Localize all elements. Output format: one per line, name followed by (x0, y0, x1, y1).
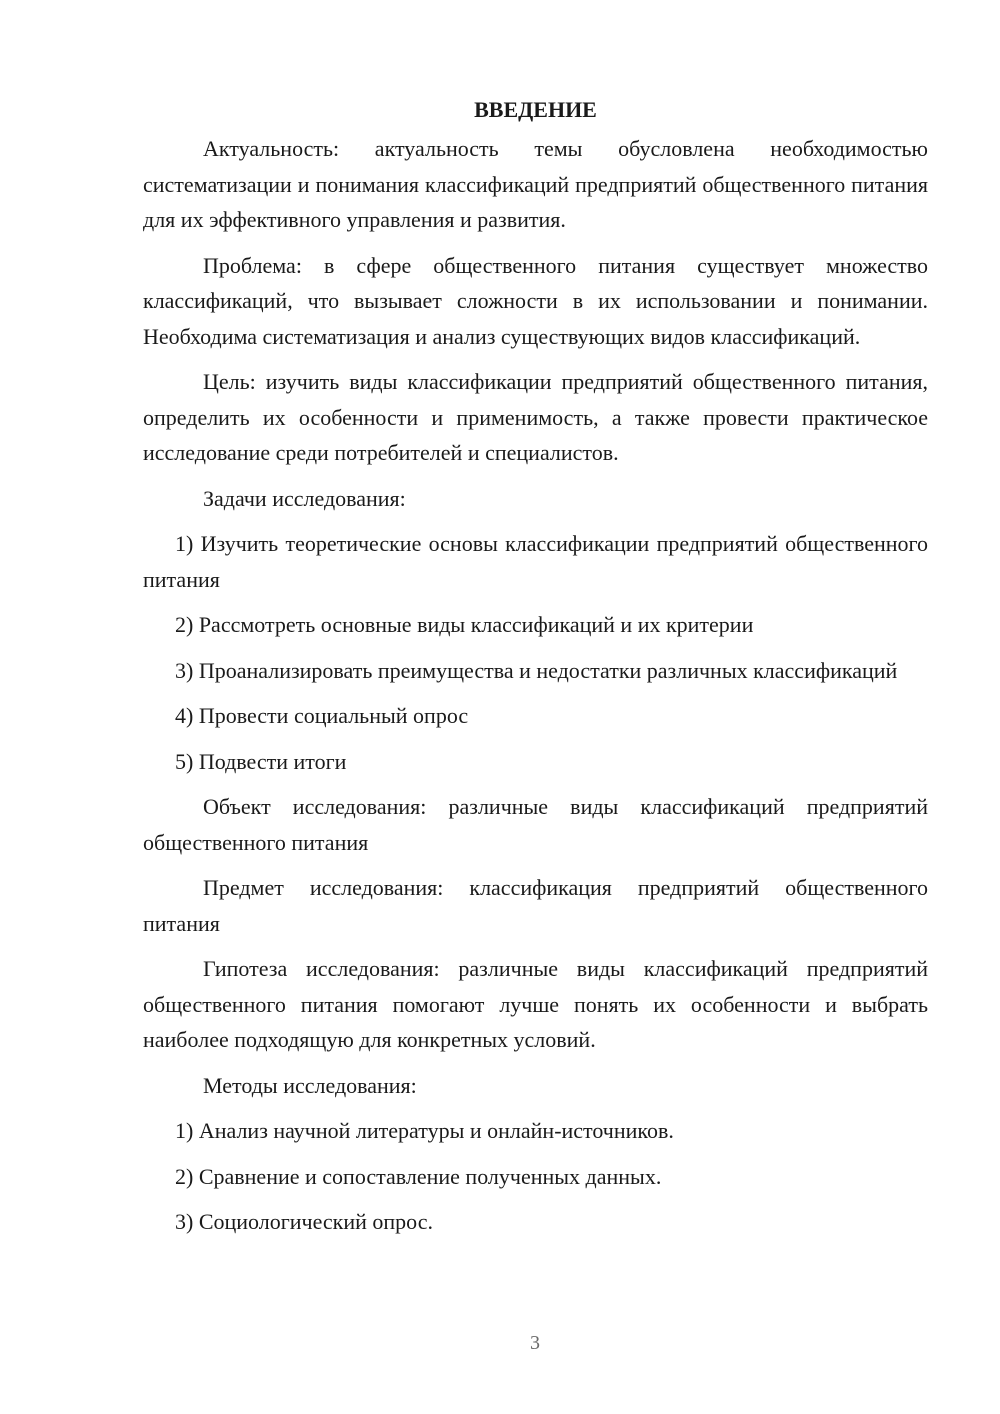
paragraph-goal: Цель: изучить виды классификации предприятий общественного питания, определить их особенности и применимость, а также провести практическое исследование среди потребителей и специалистов. (143, 369, 928, 465)
section-title: ВВЕДЕНИЕ (474, 97, 597, 122)
task-item-3: 3) Проанализировать преимущества и недостатки различных классификаций (175, 657, 898, 683)
method-item-3: 3) Социологический опрос. (175, 1209, 433, 1234)
method-item-2: 2) Сравнение и сопоставление полученных данных. (175, 1163, 662, 1189)
method-item-1: 1) Анализ научной литературы и онлайн-источников. (175, 1118, 674, 1143)
page-number: 3 (530, 1332, 540, 1354)
task-item-5: 5) Подвести итоги (175, 748, 347, 774)
paragraph-subject: Предмет исследования: классификация предприятий общественного питания (143, 875, 928, 936)
paragraph-hypothesis: Гипотеза исследования: различные виды классификаций предприятий общественного питания помогают лучше понять их особенности и выбрать наиболее подходящую для конкретных условий. (143, 956, 928, 1052)
paragraph-relevance: Актуальность: актуальность темы обусловлена необходимостью систематизации и понимания классификаций предприятий общественного питания для их эффективного управления и развития. (143, 136, 928, 232)
task-item-2: 2) Рассмотреть основные виды классификаций и их критерии (175, 612, 754, 637)
task-item-4: 4) Провести социальный опрос (175, 703, 469, 728)
paragraph-object: Объект исследования: различные виды классификаций предприятий общественного питания (143, 794, 928, 855)
paragraph-tasks-heading: Задачи исследования: (203, 485, 406, 511)
page-content (143, 92, 928, 1250)
paragraph-methods-heading: Методы исследования: (203, 1072, 417, 1098)
paragraph-problem: Проблема: в сфере общественного питания существует множество классификаций, что вызывает сложности в их использовании и понимании. Необходима систематизация и анализ существующих видов классификаций. (143, 252, 928, 349)
task-item-1: 1) Изучить теоретические основы классификации предприятий общественного питания (143, 531, 928, 592)
